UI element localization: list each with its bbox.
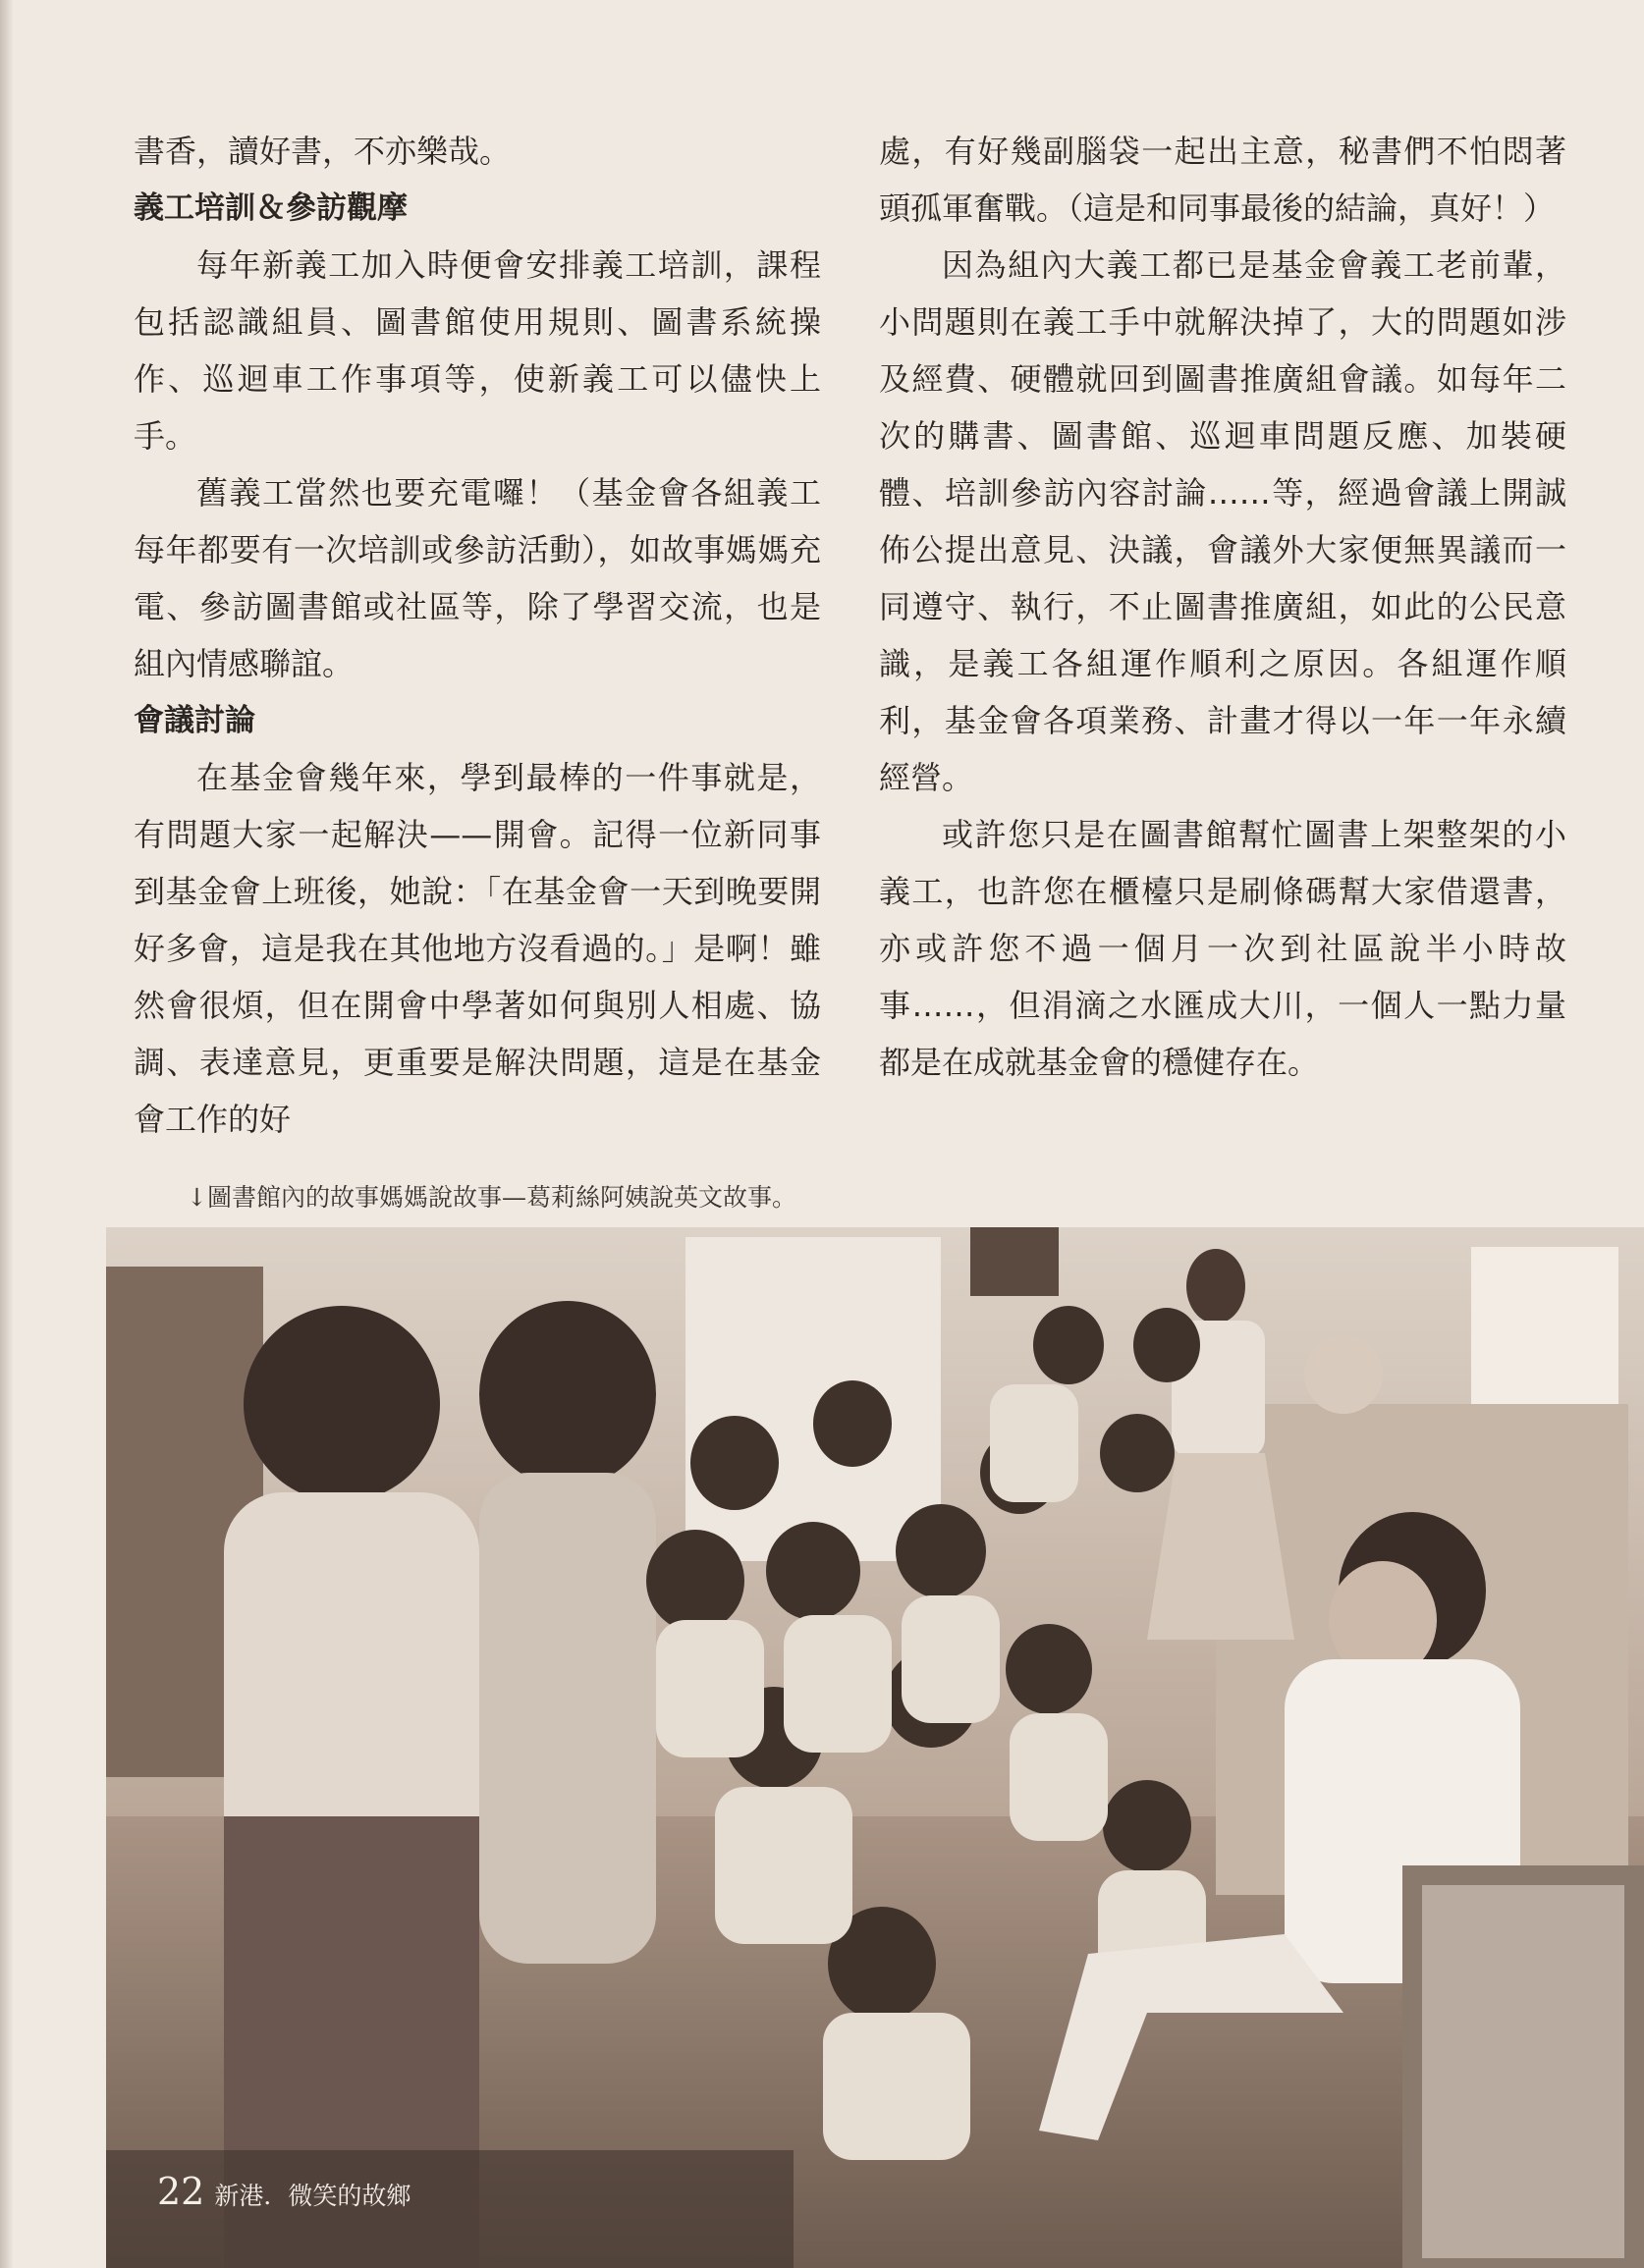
- paragraph-group-volunteers: 因為組內大義工都已是基金會義工老前輩，小問題則在義工手中就解決掉了，大的問題如涉及經費、硬體就回到圖書推廣組會議。如每年二次的購書、圖書館、巡迴車問題反應、加裝硬體、培訓參訪內容討論……等，經過會議上開誠佈公提出意見、決議，會議外大家便無異議而一同遵守、執行，不止圖書推廣組，如此的公民意識，是義工各組運作順利之原因。各組運作順利，基金會各項業務、計畫才得以一年一年永續經營。: [879, 246, 1566, 796]
- left-text-column: [134, 123, 821, 1148]
- paragraph-meetings: 在基金會幾年來，學到最棒的一件事就是，有問題大家一起解決——開會。記得一位新同事到基金會上班後，她說：「在基金會一天到晚要開好多會，這是我在其他地方沒看過的。」是啊！雖然會很煩，但在開會中學著如何與別人相處、協調、表達意見，更重要是解決問題，這是在基金會工作的好: [134, 759, 821, 1138]
- photo-caption: ↓圖書館內的故事媽媽說故事—葛莉絲阿姨說英文故事。: [187, 1183, 796, 1212]
- paragraph-continuation: 處，有好幾副腦袋一起出主意，秘書們不怕悶著頭孤軍奮戰。（這是和同事最後的結論，真好！）: [879, 133, 1566, 227]
- page-footer: [157, 2170, 411, 2213]
- paragraph-closing: 或許您只是在圖書館幫忙圖書上架整架的小義工，也許您在櫃檯只是刷條碼幫大家借還書，亦或許您不過一個月一次到社區說半小時故事……，但涓滴之水匯成大川，一個人一點力量都是在成就基金會的穩健存在。: [879, 816, 1566, 1081]
- storytelling-photo: [106, 1227, 1644, 2268]
- page-edge: [0, 0, 14, 2268]
- section-heading-volunteer-training: 義工培訓＆參訪觀摩: [134, 190, 408, 226]
- paragraph-recharge: 舊義工當然也要充電囉！（基金會各組義工每年都要有一次培訓或參訪活動），如故事媽媽充電、參訪圖書館或社區等，除了學習交流，也是組內情感聯誼。: [134, 474, 821, 682]
- section-heading-meetings: 會議討論: [134, 703, 255, 738]
- publication-title: 新港．微笑的故鄉: [214, 2182, 411, 2210]
- right-text-column: [879, 123, 1566, 1091]
- page-number: 22: [157, 2170, 205, 2213]
- paragraph-volunteer-training: 每年新義工加入時便會安排義工培訓，課程包括認識組員、圖書館使用規則、圖書系統操作、巡迴車工作事項等，使新義工可以儘快上手。: [134, 246, 821, 455]
- left-line-1: 書香，讀好書，不亦樂哉。: [134, 133, 512, 170]
